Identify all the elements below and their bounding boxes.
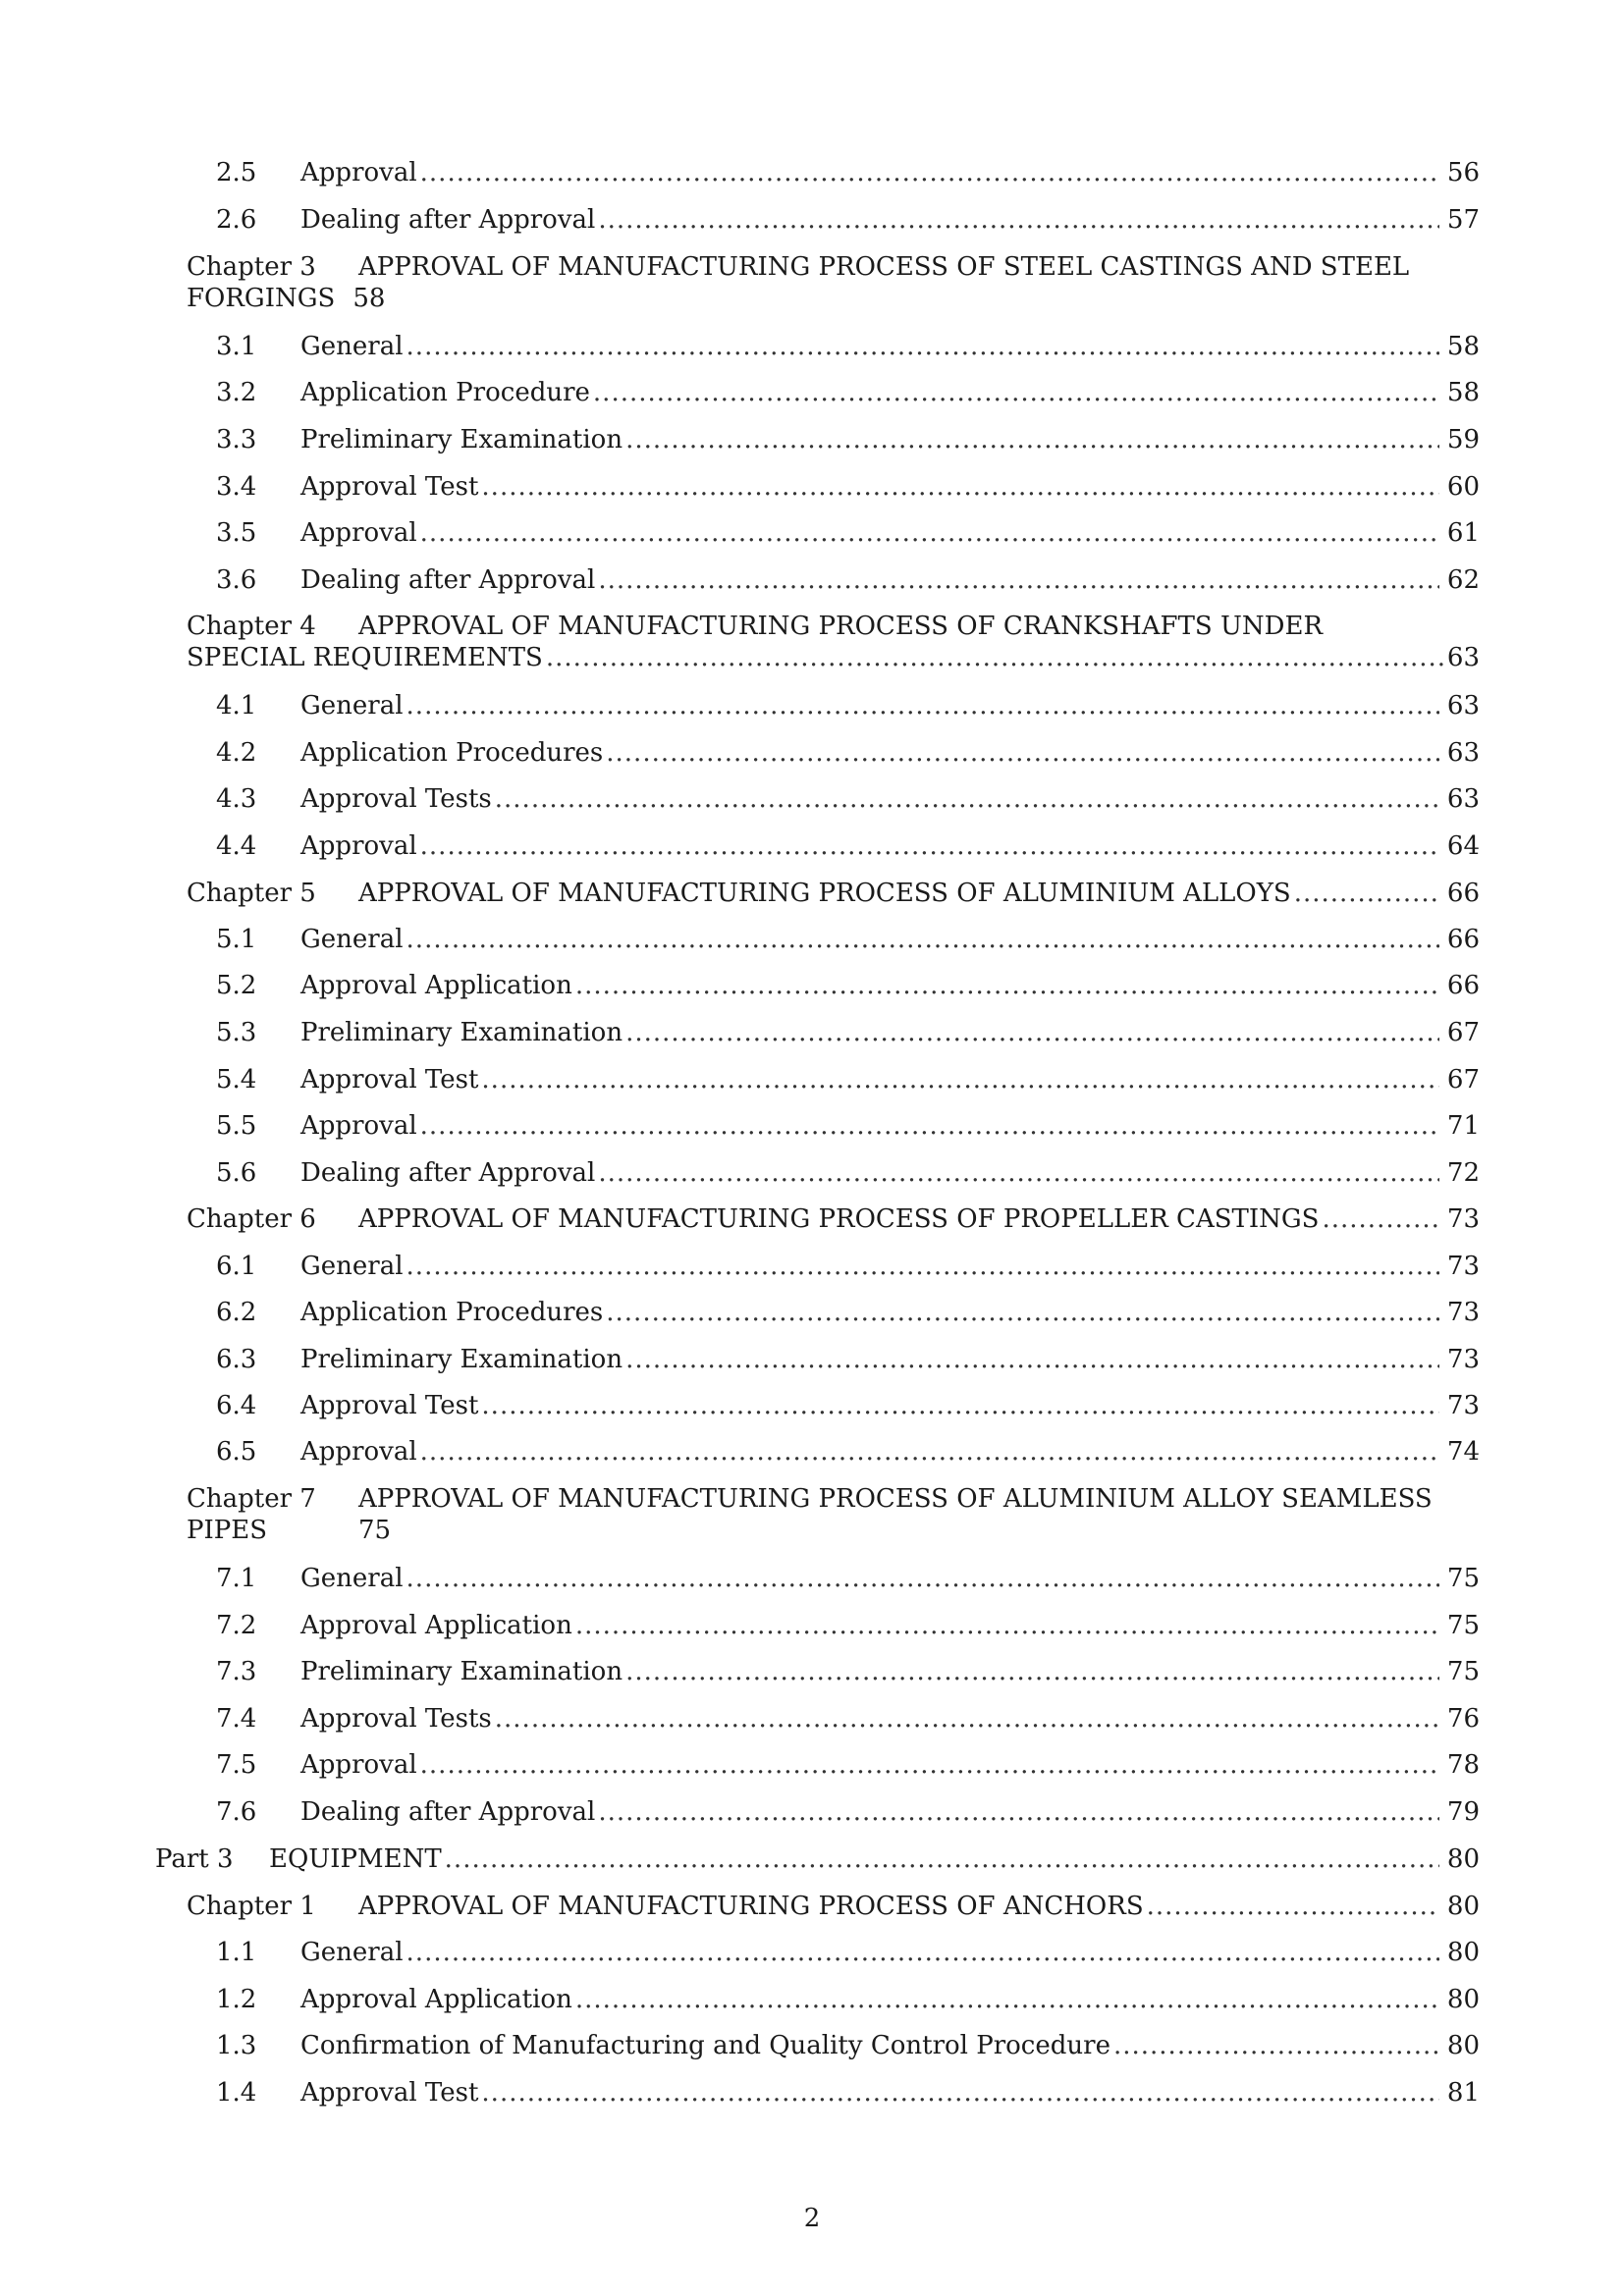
toc-entry-5-1[interactable] <box>216 924 1480 955</box>
page-number: 59 <box>1446 425 1480 454</box>
toc-entry-1-3[interactable] <box>216 2030 1480 2061</box>
page-number: 66 <box>1446 879 1480 908</box>
page-number: 73 <box>1446 1391 1480 1420</box>
section-title: General <box>300 332 404 361</box>
section-title: Dealing after Approval <box>300 205 596 235</box>
chapter-label: Chapter 4 <box>187 612 316 641</box>
page-number: 80 <box>1446 2031 1480 2060</box>
toc-entry-7-3[interactable] <box>216 1656 1480 1687</box>
dot-leader <box>625 1656 1439 1687</box>
section-title: Approval Tests <box>300 1704 492 1734</box>
toc-chapter-5[interactable] <box>187 878 1480 909</box>
chapter-label: Chapter 3 <box>187 252 316 282</box>
dot-leader <box>406 1937 1439 1968</box>
section-number: 1.2 <box>216 1985 257 2014</box>
section-number: 6.2 <box>216 1298 257 1327</box>
toc-entry-4-3[interactable] <box>216 783 1480 815</box>
dot-leader <box>593 377 1439 408</box>
chapter-title: APPROVAL OF MANUFACTURING PROCESS OF ALUMINIUM ALLOYS <box>358 879 1291 908</box>
section-title: Approval <box>300 518 417 548</box>
section-title: Preliminary Examination <box>300 1657 623 1686</box>
page-number: 56 <box>1446 158 1480 187</box>
section-number: 2.5 <box>216 158 257 187</box>
section-title: Approval <box>300 831 417 861</box>
dot-leader <box>406 1251 1439 1282</box>
section-number: 6.4 <box>216 1391 257 1420</box>
section-number: 5.3 <box>216 1018 257 1047</box>
chapter-title: APPROVAL OF MANUFACTURING PROCESS OF ALUMINIUM ALLOY SEAMLESS <box>358 1484 1433 1514</box>
toc-entry-7-5[interactable] <box>216 1749 1480 1781</box>
section-number: 1.4 <box>216 2078 257 2108</box>
toc-entry-5-6[interactable] <box>216 1157 1480 1189</box>
section-title: General <box>300 1938 404 1967</box>
dot-leader <box>481 2077 1439 2109</box>
section-number: 5.2 <box>216 971 257 1000</box>
section-number: 3.2 <box>216 378 257 407</box>
section-number: 3.1 <box>216 332 257 361</box>
dot-leader <box>420 517 1439 549</box>
page-number: 75 <box>358 1516 392 1545</box>
page-number: 62 <box>1446 565 1480 595</box>
section-title: Approval Test <box>300 2078 479 2108</box>
toc-entry-6-1[interactable] <box>216 1251 1480 1282</box>
section-number: 3.6 <box>216 565 257 595</box>
section-title: Dealing after Approval <box>300 565 596 595</box>
page-number: 79 <box>1446 1797 1480 1827</box>
section-title: Application Procedures <box>300 1298 604 1327</box>
toc-entry-7-2[interactable] <box>216 1610 1480 1641</box>
page-number: 72 <box>1446 1158 1480 1188</box>
dot-leader <box>1294 878 1439 909</box>
toc-entry-6-2[interactable] <box>216 1297 1480 1328</box>
section-title: Approval Application <box>300 971 572 1000</box>
page-number: 71 <box>1446 1111 1480 1141</box>
section-title: Approval Test <box>300 472 479 502</box>
section-number: 7.3 <box>216 1657 257 1686</box>
section-number: 2.6 <box>216 205 257 235</box>
toc-entry-7-4[interactable] <box>216 1703 1480 1735</box>
dot-leader <box>406 924 1439 955</box>
section-title: Preliminary Examination <box>300 425 623 454</box>
dot-leader <box>481 471 1439 503</box>
chapter-title-continued: FORGINGS <box>187 284 336 313</box>
section-title: Preliminary Examination <box>300 1345 623 1374</box>
toc-entry-5-4[interactable] <box>216 1064 1480 1095</box>
chapter-label: Chapter 5 <box>187 879 316 908</box>
section-title: General <box>300 925 404 954</box>
dot-leader <box>495 783 1439 815</box>
chapter-title-continued: SPECIAL REQUIREMENTS <box>187 643 543 672</box>
toc-entry-4-2[interactable] <box>216 737 1480 769</box>
page-number: 63 <box>1446 738 1480 768</box>
page-number: 58 <box>352 284 386 313</box>
section-title: Approval <box>300 158 417 187</box>
page-number: 81 <box>1446 2078 1480 2108</box>
section-title: General <box>300 1252 404 1281</box>
page-number: 61 <box>1446 518 1480 548</box>
toc-entry-7-6[interactable] <box>216 1796 1480 1828</box>
toc-entry-3-5[interactable] <box>216 517 1480 549</box>
dot-leader <box>420 1749 1439 1781</box>
section-title: Approval Application <box>300 1611 572 1640</box>
dot-leader <box>598 1157 1439 1189</box>
chapter-title-continued: PIPES <box>187 1516 268 1545</box>
toc-part-3[interactable] <box>155 1843 1480 1875</box>
dot-leader <box>575 970 1439 1001</box>
dot-leader <box>625 424 1439 455</box>
page-number: 73 <box>1446 1204 1480 1234</box>
dot-leader <box>606 737 1439 769</box>
dot-leader <box>420 1436 1439 1468</box>
dot-leader <box>406 1563 1439 1594</box>
section-title: Approval <box>300 1437 417 1467</box>
chapter-label: Chapter 7 <box>187 1484 316 1514</box>
page-number: 63 <box>1446 643 1480 672</box>
section-title: Approval Test <box>300 1391 479 1420</box>
section-number: 5.4 <box>216 1065 257 1095</box>
section-title: Application Procedure <box>300 378 590 407</box>
section-number: 3.4 <box>216 472 257 502</box>
section-title: Application Procedures <box>300 738 604 768</box>
page-number: 64 <box>1446 831 1480 861</box>
dot-leader <box>598 564 1439 596</box>
dot-leader <box>481 1064 1439 1095</box>
section-number: 7.1 <box>216 1564 257 1593</box>
dot-leader <box>575 1984 1439 2015</box>
section-number: 4.2 <box>216 738 257 768</box>
toc-entry-2-5[interactable] <box>216 157 1480 188</box>
section-title: Confirmation of Manufacturing and Quality Control Procedure <box>300 2031 1110 2060</box>
page-number: 73 <box>1446 1252 1480 1281</box>
section-title: Approval <box>300 1111 417 1141</box>
page-number: 58 <box>1446 332 1480 361</box>
toc-chapter-7[interactable] <box>187 1483 1480 1546</box>
page-number: 73 <box>1446 1298 1480 1327</box>
chapter-title: APPROVAL OF MANUFACTURING PROCESS OF ANCHORS <box>358 1892 1144 1921</box>
toc-entry-5-5[interactable] <box>216 1110 1480 1142</box>
dot-leader <box>481 1390 1439 1421</box>
page-number: 63 <box>1446 691 1480 721</box>
toc-entry-3-6[interactable] <box>216 564 1480 596</box>
section-number: 6.5 <box>216 1437 257 1467</box>
page-number: 74 <box>1446 1437 1480 1467</box>
dot-leader <box>598 204 1439 236</box>
toc-chapter-6[interactable] <box>187 1203 1480 1235</box>
page-number: 66 <box>1446 971 1480 1000</box>
page-number: 75 <box>1446 1564 1480 1593</box>
section-number: 7.5 <box>216 1750 257 1780</box>
chapter-label: Chapter 6 <box>187 1204 316 1234</box>
page-number: 80 <box>1446 1938 1480 1967</box>
toc-chapter-4[interactable] <box>187 611 1480 673</box>
section-title: Approval Tests <box>300 784 492 814</box>
dot-leader <box>625 1017 1439 1048</box>
dot-leader <box>1147 1891 1439 1922</box>
toc-part3-chapter-1[interactable] <box>187 1891 1480 1922</box>
page-number: 66 <box>1446 925 1480 954</box>
section-number: 6.1 <box>216 1252 257 1281</box>
section-title: Approval <box>300 1750 417 1780</box>
section-number: 7.2 <box>216 1611 257 1640</box>
section-title: Dealing after Approval <box>300 1797 596 1827</box>
dot-leader <box>598 1796 1439 1828</box>
dot-leader <box>445 1843 1439 1875</box>
section-number: 1.1 <box>216 1938 257 1967</box>
section-number: 7.4 <box>216 1704 257 1734</box>
page-number: 63 <box>1446 784 1480 814</box>
page-number: 67 <box>1446 1065 1480 1095</box>
dot-leader <box>420 157 1439 188</box>
part-label: Part 3 <box>155 1844 234 1874</box>
section-number: 5.5 <box>216 1111 257 1141</box>
section-number: 6.3 <box>216 1345 257 1374</box>
section-number: 4.1 <box>216 691 257 721</box>
toc-entry-2-6[interactable] <box>216 204 1480 236</box>
page-number: 58 <box>1446 378 1480 407</box>
toc-entry-4-1[interactable] <box>216 690 1480 721</box>
section-number: 3.3 <box>216 425 257 454</box>
dot-leader <box>420 830 1439 862</box>
dot-leader <box>625 1344 1439 1375</box>
toc-entry-3-3[interactable] <box>216 424 1480 455</box>
page-number: 80 <box>1446 1892 1480 1921</box>
chapter-title: APPROVAL OF MANUFACTURING PROCESS OF STEEL CASTINGS AND STEEL <box>358 252 1410 282</box>
chapter-label: Chapter 1 <box>187 1892 316 1921</box>
toc-entry-5-3[interactable] <box>216 1017 1480 1048</box>
toc-entry-7-1[interactable] <box>216 1563 1480 1594</box>
section-number: 4.4 <box>216 831 257 861</box>
dot-leader <box>495 1703 1439 1735</box>
section-title: Dealing after Approval <box>300 1158 596 1188</box>
section-title: Preliminary Examination <box>300 1018 623 1047</box>
section-number: 4.3 <box>216 784 257 814</box>
dot-leader <box>606 1297 1439 1328</box>
dot-leader <box>420 1110 1439 1142</box>
page-number: 73 <box>1446 1345 1480 1374</box>
toc-entry-6-5[interactable] <box>216 1436 1480 1468</box>
toc-entry-5-2[interactable] <box>216 970 1480 1001</box>
part-title: EQUIPMENT <box>269 1844 442 1874</box>
page-number: 57 <box>1446 205 1480 235</box>
toc-entry-3-4[interactable] <box>216 471 1480 503</box>
dot-leader <box>546 642 1444 673</box>
toc-entry-1-1[interactable] <box>216 1937 1480 1968</box>
section-title: General <box>300 1564 404 1593</box>
page-number: 76 <box>1446 1704 1480 1734</box>
section-number: 5.1 <box>216 925 257 954</box>
toc-entry-6-3[interactable] <box>216 1344 1480 1375</box>
toc-entry-1-4[interactable] <box>216 2077 1480 2109</box>
section-number: 1.3 <box>216 2031 257 2060</box>
section-title: General <box>300 691 404 721</box>
page-number: 60 <box>1446 472 1480 502</box>
toc-entry-4-4[interactable] <box>216 830 1480 862</box>
toc-chapter-3[interactable] <box>187 251 1480 314</box>
section-number: 7.6 <box>216 1797 257 1827</box>
page-number: 75 <box>1446 1657 1480 1686</box>
page-footer-number: 2 <box>803 2204 821 2233</box>
section-title: Approval Test <box>300 1065 479 1095</box>
dot-leader <box>575 1610 1439 1641</box>
dot-leader <box>406 331 1439 362</box>
page-number: 78 <box>1446 1750 1480 1780</box>
page-number: 80 <box>1446 1985 1480 2014</box>
toc-entry-3-2[interactable] <box>216 377 1480 408</box>
section-title: Approval Application <box>300 1985 572 2014</box>
chapter-title: APPROVAL OF MANUFACTURING PROCESS OF PROPELLER CASTINGS <box>358 1204 1320 1234</box>
toc-entry-6-4[interactable] <box>216 1390 1480 1421</box>
dot-leader <box>406 690 1439 721</box>
chapter-title: APPROVAL OF MANUFACTURING PROCESS OF CRANKSHAFTS UNDER <box>358 612 1324 641</box>
page-number: 75 <box>1446 1611 1480 1640</box>
dot-leader <box>1322 1203 1439 1235</box>
section-number: 5.6 <box>216 1158 257 1188</box>
section-number: 3.5 <box>216 518 257 548</box>
page-number: 80 <box>1446 1844 1480 1874</box>
page-number: 67 <box>1446 1018 1480 1047</box>
toc-entry-3-1[interactable] <box>216 331 1480 362</box>
dot-leader <box>1113 2030 1439 2061</box>
toc-entry-1-2[interactable] <box>216 1984 1480 2015</box>
